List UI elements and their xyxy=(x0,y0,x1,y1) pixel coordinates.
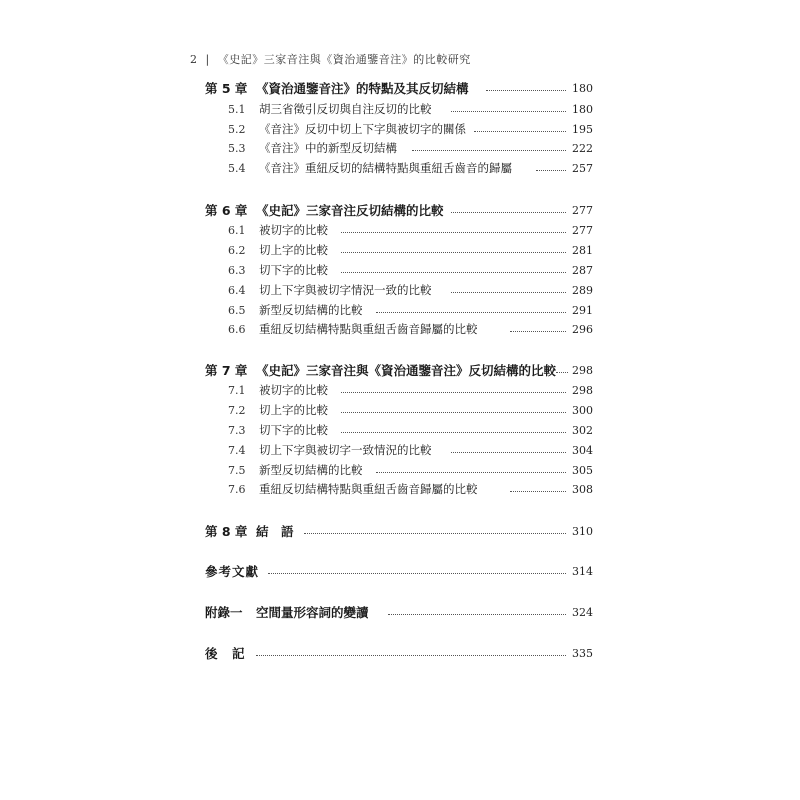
page-number: 195 xyxy=(572,122,593,136)
references-title: 參考文獻 xyxy=(205,564,260,579)
page-number: 314 xyxy=(572,564,593,578)
toc-section-6-4[interactable] xyxy=(0,281,800,299)
section-number: 5.2 xyxy=(228,122,246,136)
toc-references[interactable] xyxy=(0,562,800,580)
page-number: 300 xyxy=(572,403,593,417)
toc-chapter-5[interactable] xyxy=(0,79,800,97)
toc-chapter-8[interactable] xyxy=(0,522,800,540)
section-title: 新型反切結構的比較 xyxy=(259,463,363,477)
chapter-title: 《史記》三家音注與《資治通鑒音注》反切結構的比較 xyxy=(256,363,557,378)
section-title: 重紐反切結構特點與重紐舌齒音歸屬的比較 xyxy=(259,482,478,496)
toc-section-7-4[interactable] xyxy=(0,441,800,459)
section-number: 7.3 xyxy=(228,423,246,437)
section-title: 被切字的比較 xyxy=(259,223,328,237)
section-title: 切下字的比較 xyxy=(259,423,328,437)
dot-leader xyxy=(451,111,566,112)
section-number: 7.1 xyxy=(228,383,246,397)
page-number: 298 xyxy=(572,363,593,377)
toc-section-5-3[interactable] xyxy=(0,139,800,157)
chapter-number: 第 8 章 xyxy=(205,524,248,539)
postscript-title: 後 記 xyxy=(205,646,246,661)
toc-appendix-1[interactable] xyxy=(0,603,800,621)
page-number: 310 xyxy=(572,524,593,538)
dot-leader xyxy=(341,432,566,433)
dot-leader xyxy=(536,170,566,171)
chapter-number: 第 5 章 xyxy=(205,81,248,96)
toc-section-6-1[interactable] xyxy=(0,221,800,239)
page-number: 277 xyxy=(572,203,593,217)
toc-section-7-3[interactable] xyxy=(0,421,800,439)
chapter-number: 第 6 章 xyxy=(205,203,248,218)
page-number: 289 xyxy=(572,283,593,297)
toc-section-7-6[interactable] xyxy=(0,480,800,498)
chapter-title: 結 語 xyxy=(256,524,294,539)
section-number: 7.2 xyxy=(228,403,246,417)
section-number: 7.5 xyxy=(228,463,246,477)
section-title: 被切字的比較 xyxy=(259,383,328,397)
page-number: 257 xyxy=(572,161,593,175)
section-number: 7.6 xyxy=(228,482,246,496)
dot-leader xyxy=(412,150,566,151)
dot-leader xyxy=(486,90,566,91)
page-number: 291 xyxy=(572,303,593,317)
page-number: 308 xyxy=(572,482,593,496)
page-number: 304 xyxy=(572,443,593,457)
section-number: 6.1 xyxy=(228,223,246,237)
section-title: 《音注》反切中切上下字與被切字的關係 xyxy=(259,122,466,136)
section-title: 切上字的比較 xyxy=(259,403,328,417)
section-number: 6.3 xyxy=(228,263,246,277)
appendix-number: 附錄一 xyxy=(205,605,243,620)
toc-section-5-4[interactable] xyxy=(0,159,800,177)
dot-leader xyxy=(341,232,566,233)
toc-section-5-1[interactable] xyxy=(0,100,800,118)
dot-leader xyxy=(556,372,568,373)
section-title: 切下字的比較 xyxy=(259,263,328,277)
toc-section-5-2[interactable] xyxy=(0,120,800,138)
toc-section-6-2[interactable] xyxy=(0,241,800,259)
dot-leader xyxy=(376,472,566,473)
section-title: 切上下字與被切字一致情況的比較 xyxy=(259,443,432,457)
page-number: 180 xyxy=(572,81,593,95)
page-number: 277 xyxy=(572,223,593,237)
dot-leader xyxy=(376,312,566,313)
toc-section-6-3[interactable] xyxy=(0,261,800,279)
dot-leader xyxy=(268,573,566,574)
section-number: 6.4 xyxy=(228,283,246,297)
dot-leader xyxy=(510,331,566,332)
dot-leader xyxy=(451,292,566,293)
appendix-title: 空間量形容詞的變讀 xyxy=(256,605,369,620)
toc-section-7-2[interactable] xyxy=(0,401,800,419)
section-number: 6.5 xyxy=(228,303,246,317)
dot-leader xyxy=(341,252,566,253)
toc-section-6-6[interactable] xyxy=(0,320,800,338)
section-number: 5.1 xyxy=(228,102,246,116)
page-number: 287 xyxy=(572,263,593,277)
chapter-title: 《資治通鑒音注》的特點及其反切結構 xyxy=(256,81,469,96)
page-number: 305 xyxy=(572,463,593,477)
page-number: 180 xyxy=(572,102,593,116)
section-title: 切上下字與被切字情況一致的比較 xyxy=(259,283,432,297)
dot-leader xyxy=(510,491,566,492)
header-separator: | xyxy=(205,53,210,66)
dot-leader xyxy=(451,452,566,453)
page-number: 222 xyxy=(572,141,593,155)
header-running-title: 《史記》三家音注與《資治通鑒音注》的比較研究 xyxy=(217,53,471,66)
section-number: 7.4 xyxy=(228,443,246,457)
section-title: 重紐反切結構特點與重紐舌齒音歸屬的比較 xyxy=(259,322,478,336)
dot-leader xyxy=(474,131,566,132)
dot-leader xyxy=(451,212,566,213)
section-number: 5.4 xyxy=(228,161,246,175)
section-title: 《音注》中的新型反切結構 xyxy=(259,141,397,155)
toc-section-7-5[interactable] xyxy=(0,461,800,479)
header-page-number: 2 xyxy=(190,53,198,66)
page-number: 298 xyxy=(572,383,593,397)
section-number: 6.6 xyxy=(228,322,246,336)
dot-leader xyxy=(256,655,566,656)
toc-chapter-7[interactable] xyxy=(0,361,800,379)
dot-leader xyxy=(341,272,566,273)
chapter-title: 《史記》三家音注反切結構的比較 xyxy=(256,203,444,218)
chapter-number: 第 7 章 xyxy=(205,363,248,378)
section-title: 切上字的比較 xyxy=(259,243,328,257)
toc-section-7-1[interactable] xyxy=(0,381,800,399)
toc-section-6-5[interactable] xyxy=(0,301,800,319)
dot-leader xyxy=(388,614,566,615)
section-title: 《音注》重紐反切的結構特點與重紐舌齒音的歸屬 xyxy=(259,161,512,175)
page-number: 324 xyxy=(572,605,593,619)
section-number: 5.3 xyxy=(228,141,246,155)
page-number: 281 xyxy=(572,243,593,257)
section-title: 新型反切結構的比較 xyxy=(259,303,363,317)
section-title: 胡三省徵引反切與自注反切的比較 xyxy=(259,102,432,116)
page-number: 335 xyxy=(572,646,593,660)
page-number: 296 xyxy=(572,322,593,336)
toc-postscript[interactable] xyxy=(0,644,800,662)
page-number: 302 xyxy=(572,423,593,437)
dot-leader xyxy=(341,412,566,413)
dot-leader xyxy=(341,392,566,393)
section-number: 6.2 xyxy=(228,243,246,257)
dot-leader xyxy=(304,533,566,534)
toc-chapter-6[interactable] xyxy=(0,201,800,219)
